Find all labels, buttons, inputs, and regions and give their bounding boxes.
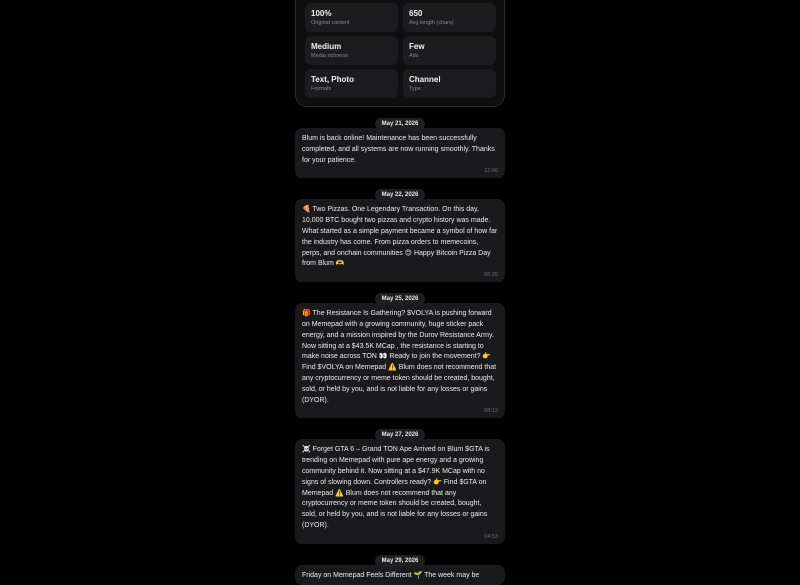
stat-value: Channel <box>409 75 441 84</box>
stat-media-richness <box>305 36 398 65</box>
stat-value: Few <box>409 42 425 51</box>
stat-label: Original content <box>311 20 350 26</box>
message-time: 12:00 <box>484 168 498 175</box>
date-pill: May 25, 2026 <box>375 293 426 305</box>
message-bubble[interactable] <box>295 303 505 418</box>
date-separator <box>295 112 505 127</box>
stat-label: Formats <box>311 86 332 92</box>
stat-label: Media richness <box>311 53 348 59</box>
stat-label: Ads <box>409 53 419 59</box>
date-pill: May 27, 2026 <box>375 429 426 441</box>
stat-ads <box>403 36 496 65</box>
message-text: 🍕 Two Pizzas. One Legendary Transaction. On this day, 10,000 BTC bought two pizzas and crypto history was made. What started as a simple payment became a symbol of how far the industry has come. From pizza orders to memecoins, perps, and onchain communities 😊 Happy Bitcoin Pizza Day from Blum 🫶 <box>302 206 500 268</box>
date-separator <box>295 423 505 439</box>
message-bubble[interactable] <box>295 439 505 543</box>
stat-value: Medium <box>311 42 342 51</box>
channel-feed <box>295 0 505 585</box>
date-pill: May 29, 2026 <box>375 555 426 567</box>
stat-label: Type <box>409 86 421 92</box>
stat-type <box>403 69 496 98</box>
message-bubble[interactable] <box>295 565 505 585</box>
message-text: Friday on Memepad Feels Different 🌱 The week may be <box>302 571 480 579</box>
stat-value: Text, Photo <box>311 75 354 84</box>
message-time: 05:26 <box>484 272 498 279</box>
date-separator <box>295 549 505 564</box>
stats-grid <box>305 3 495 98</box>
date-pill: May 21, 2026 <box>375 118 426 130</box>
date-separator <box>295 287 505 303</box>
channel-stats-card <box>295 0 505 107</box>
stat-value: 650 <box>409 9 423 18</box>
message-bubble[interactable] <box>295 128 505 178</box>
stat-avg-length <box>403 3 496 32</box>
message-text: Blum is back online! Maintenance has been successfully completed, and all systems are now running smoothly. Thanks for your patience. <box>302 135 497 164</box>
date-separator <box>295 183 505 199</box>
message-text: ☠️ Forget GTA 6 – Grand TON Ape Arrived on Blum $GTA is trending on Memepad with pure ape energy and a growing community behind it. Now sitting at a $47.9K MCap with no signs of slowing down. Controllers ready? 👉 Find $GTA on Memepad ⚠️ Blum does not recommend that any cryptocurrency or meme token should be created, bought, sold, or held by you, and is not liable for any losses or gains (DYOR). <box>302 446 492 529</box>
message-time: 08:12 <box>484 408 498 415</box>
message-bubble[interactable] <box>295 199 505 282</box>
stat-label: Avg length (chars) <box>409 20 454 26</box>
stat-original-content <box>305 3 398 32</box>
stat-formats <box>305 69 398 98</box>
date-pill: May 22, 2026 <box>375 189 426 201</box>
message-text: 🎁 The Resistance Is Gathering? $VOLYA is pushing forward on Memepad with a growing community, huge sticker pack energy, and a mission inspired by the Durov Resistance Army. Now sitting at a $43.5K MCap , the resistance is starting to make noise across TON 👀 Ready to join the movement? 👉 Find $VOLYA on Memepad ⚠️ Blum does not recommend that any cryptocurrency or meme token should be created, bought, sold, or held by you, and is not liable for any losses or gains (DYOR). <box>302 310 499 404</box>
stat-value: 100% <box>311 9 332 18</box>
message-time: 04:53 <box>484 533 498 540</box>
